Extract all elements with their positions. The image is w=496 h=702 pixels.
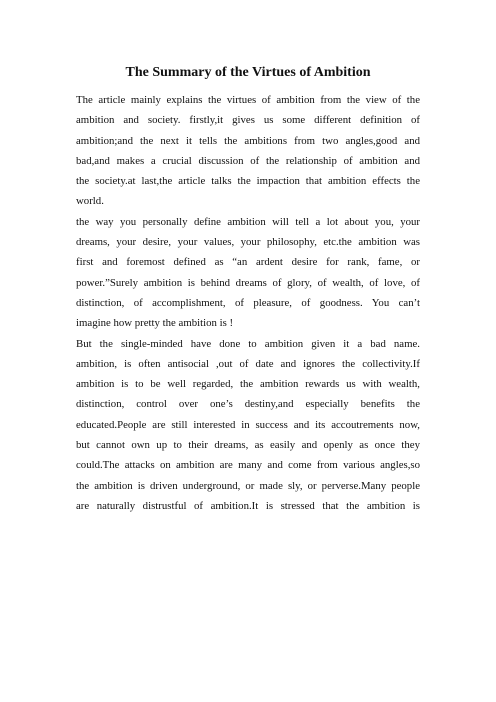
- text-line: but cannot own up to their dreams, as easily and openly as once they: [76, 439, 420, 452]
- text-line: the way you personally define ambition will tell a lot about you, your: [76, 215, 420, 228]
- text-line: ambition is to be well regarded, the ambition rewards us with wealth,: [76, 378, 420, 391]
- document-body: [76, 90, 420, 516]
- text-line: educated.People are still interested in success and its accoutrements now,: [76, 418, 420, 431]
- text-line: But the single-minded have done to ambition given it a bad name.: [76, 337, 420, 350]
- text-line: distinction, of accomplishment, of pleasure, of goodness. You can’t: [76, 296, 420, 309]
- text-line: imagine how pretty the ambition is !: [76, 317, 234, 330]
- text-line: first and foremost defined as “an ardent desire for rank, fame, or: [76, 256, 420, 269]
- text-line: distinction, control over one’s destiny,and especially benefits the: [76, 398, 420, 411]
- text-line: The article mainly explains the virtues of ambition from the view of the: [76, 94, 420, 106]
- text-line: the society.at last,the article talks the impaction that ambition effects the: [76, 175, 420, 188]
- text-line: the ambition is driven underground, or made sly, or perverse.Many people: [76, 479, 420, 492]
- text-line: ambition, is often antisocial ,out of date and ignores the collectivity.If: [76, 357, 420, 370]
- text-line: could.The attacks on ambition are many and come from various angles,so: [76, 459, 420, 472]
- text-line: ambition;and the next it tells the ambitions from two angles,good and: [76, 134, 420, 147]
- text-line: are naturally distrustful of ambition.It is stressed that the ambition is: [76, 499, 420, 512]
- text-line: dreams, your desire, your values, your philosophy, etc.the ambition was: [76, 236, 420, 249]
- document-title: The Summary of the Virtues of Ambition: [125, 65, 371, 80]
- text-line: ambition and society. firstly,it gives us some different definition of: [76, 114, 420, 127]
- text-line: world.: [76, 195, 104, 208]
- text-line: power.”Surely ambition is behind dreams of glory, of wealth, of love, of: [76, 276, 420, 289]
- text-line: bad,and makes a crucial discussion of the relationship of ambition and: [76, 154, 420, 167]
